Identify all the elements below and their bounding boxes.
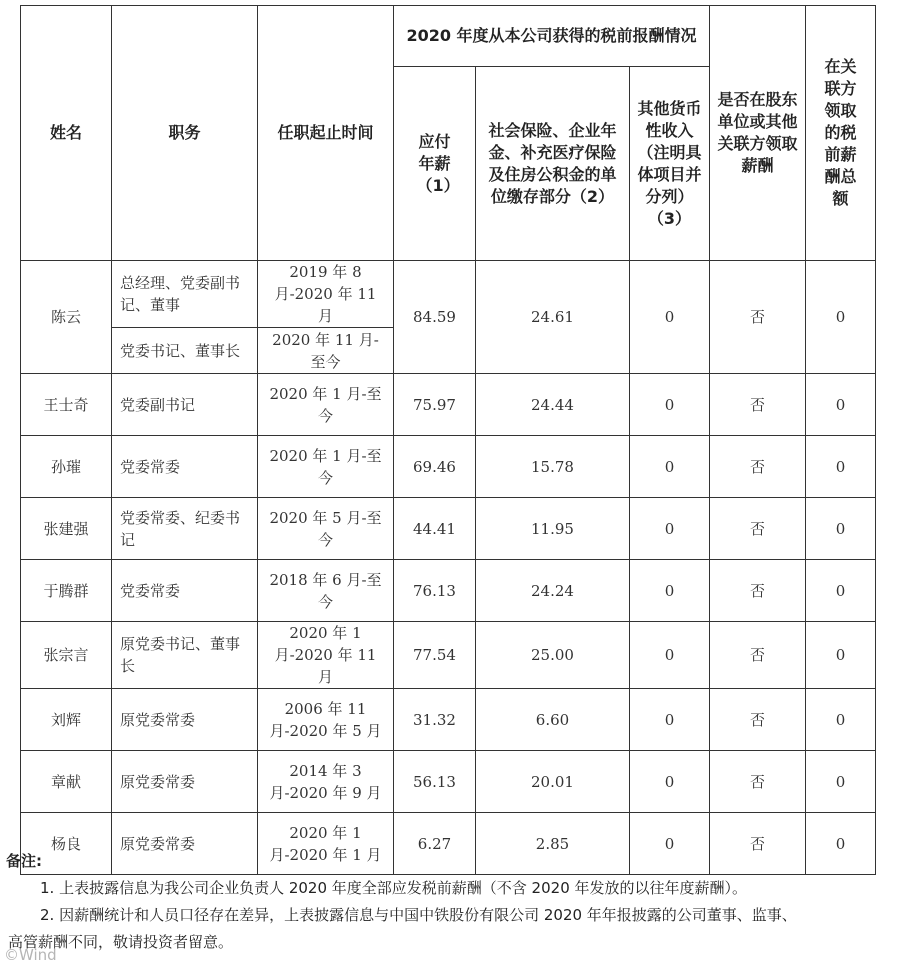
cell-related-party: 否 [710,689,806,751]
cell-related-party: 否 [710,751,806,813]
header-salary: 应付年薪（1） [394,67,476,261]
cell-insurance: 24.24 [476,560,630,622]
cell-salary: 84.59 [394,261,476,374]
header-other-income: 其他货币性收入（注明具体项目并分列）（3） [630,67,710,261]
cell-salary: 76.13 [394,560,476,622]
cell-term: 2020 年 1 月-至今 [258,374,394,436]
cell-position: 党委副书记 [112,374,258,436]
cell-other-income: 0 [630,498,710,560]
compensation-table [20,5,876,875]
cell-term: 2019 年 8 月-2020 年 11 月 [258,261,394,328]
header-name: 姓名 [21,6,112,261]
watermark: ©Wind [4,946,57,964]
cell-salary: 69.46 [394,436,476,498]
cell-related-party: 否 [710,498,806,560]
cell-insurance: 24.61 [476,261,630,374]
cell-related-total: 0 [806,261,876,374]
cell-name: 刘辉 [21,689,112,751]
cell-position: 原党委常委 [112,751,258,813]
cell-term: 2020 年 11 月-至今 [258,328,394,374]
table-row [21,622,876,689]
cell-position: 党委常委 [112,560,258,622]
cell-position: 党委常委、纪委书记 [112,498,258,560]
cell-related-total: 0 [806,560,876,622]
cell-position: 党委书记、董事长 [112,328,258,374]
cell-name: 孙璀 [21,436,112,498]
table-row [21,751,876,813]
cell-term: 2020 年 5 月-至今 [258,498,394,560]
cell-other-income: 0 [630,689,710,751]
cell-related-total: 0 [806,622,876,689]
cell-term: 2020 年 1 月-2020 年 1 月 [258,813,394,875]
cell-position: 原党委常委 [112,813,258,875]
table-row [21,498,876,560]
cell-salary: 77.54 [394,622,476,689]
cell-salary: 44.41 [394,498,476,560]
cell-name: 章献 [21,751,112,813]
header-position: 职务 [112,6,258,261]
cell-term: 2020 年 1 月-至今 [258,436,394,498]
notes-section [6,848,896,956]
cell-other-income: 0 [630,751,710,813]
header-related-party: 是否在股东单位或其他关联方领取薪酬 [710,6,806,261]
cell-name: 杨良 [21,813,112,875]
cell-insurance: 6.60 [476,689,630,751]
cell-other-income: 0 [630,374,710,436]
cell-term: 2006 年 11 月-2020 年 5 月 [258,689,394,751]
cell-name: 陈云 [21,261,112,374]
cell-name: 王士奇 [21,374,112,436]
header-term: 任职起止时间 [258,6,394,261]
cell-term: 2018 年 6 月-至今 [258,560,394,622]
cell-other-income: 0 [630,261,710,374]
cell-related-party: 否 [710,813,806,875]
cell-position: 原党委常委 [112,689,258,751]
cell-related-total: 0 [806,374,876,436]
header-pretax-group: 2020 年度从本公司获得的税前报酬情况 [394,6,710,67]
cell-position: 原党委书记、董事长 [112,622,258,689]
cell-salary: 75.97 [394,374,476,436]
note-item-2-continued: 高管薪酬不同，敬请投资者留意。 [8,933,234,951]
cell-related-total: 0 [806,751,876,813]
cell-related-party: 否 [710,374,806,436]
cell-term: 2020 年 1 月-2020 年 11 月 [258,622,394,689]
cell-salary: 6.27 [394,813,476,875]
cell-related-party: 否 [710,560,806,622]
header-related-total: 在关联方领取的税前薪酬总额 [806,6,876,261]
table-row [21,689,876,751]
cell-related-party: 否 [710,622,806,689]
cell-salary: 31.32 [394,689,476,751]
cell-related-total: 0 [806,498,876,560]
cell-other-income: 0 [630,813,710,875]
cell-insurance: 15.78 [476,436,630,498]
cell-insurance: 20.01 [476,751,630,813]
cell-name: 张宗言 [21,622,112,689]
note-item-2: 2. 因薪酬统计和人员口径存在差异，上表披露信息与中国中铁股份有限公司 2020 年年报披露的公司董事、监事、 [40,906,797,924]
table-row [21,436,876,498]
table-row [21,374,876,436]
cell-position: 党委常委 [112,436,258,498]
cell-related-total: 0 [806,689,876,751]
cell-name: 张建强 [21,498,112,560]
cell-name: 于腾群 [21,560,112,622]
cell-related-total: 0 [806,813,876,875]
cell-insurance: 24.44 [476,374,630,436]
cell-other-income: 0 [630,436,710,498]
cell-insurance: 11.95 [476,498,630,560]
cell-related-party: 否 [710,436,806,498]
note-item-1: 1. 上表披露信息为我公司企业负责人 2020 年度全部应发税前薪酬（不含 2020 年发放的以往年度薪酬）。 [40,879,748,897]
cell-salary: 56.13 [394,751,476,813]
cell-term: 2014 年 3 月-2020 年 9 月 [258,751,394,813]
cell-other-income: 0 [630,560,710,622]
cell-related-party: 否 [710,261,806,374]
cell-other-income: 0 [630,622,710,689]
cell-insurance: 25.00 [476,622,630,689]
cell-insurance: 2.85 [476,813,630,875]
table-row [21,560,876,622]
notes-title: 备注: [6,852,42,870]
header-insurance: 社会保险、企业年金、补充医疗保险及住房公积金的单位缴存部分（2） [476,67,630,261]
cell-related-total: 0 [806,436,876,498]
cell-position: 总经理、党委副书记、董事 [112,261,258,328]
